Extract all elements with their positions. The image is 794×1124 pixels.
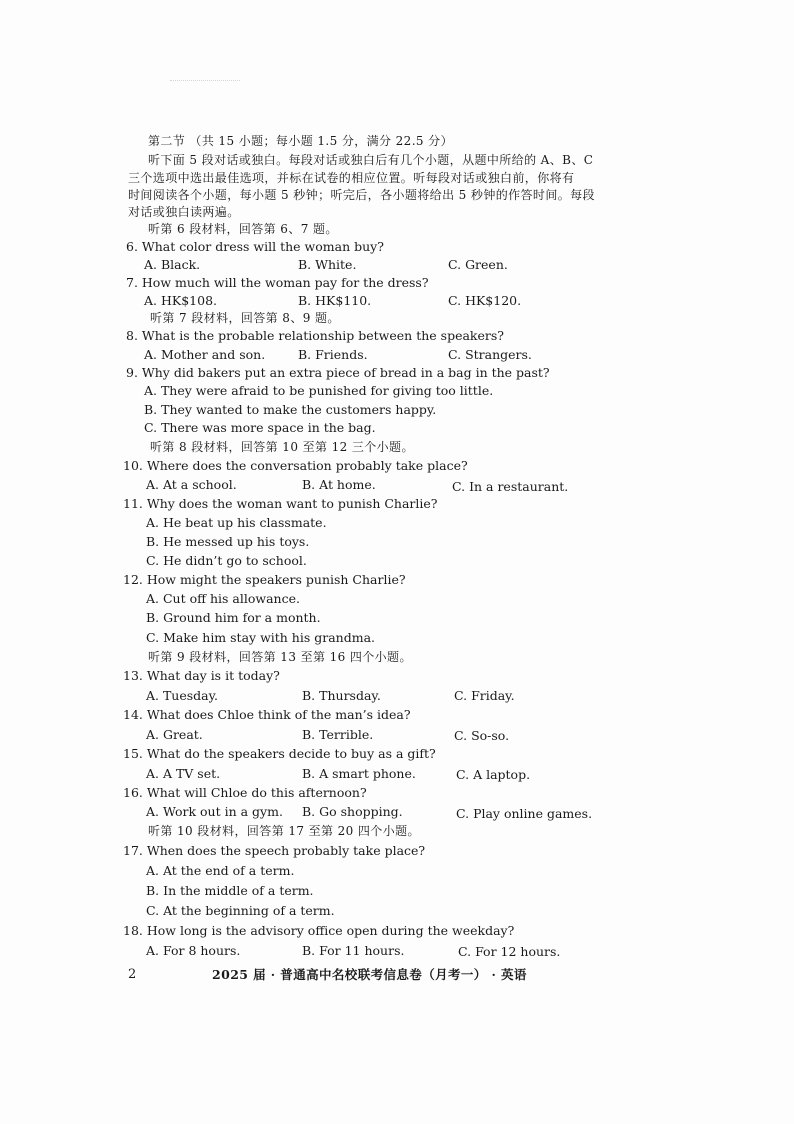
question-12-option-c: C. Make him stay with his grandma.	[146, 630, 376, 645]
question-15-option-b: B. A smart phone.	[302, 766, 416, 781]
question-6-stem: 6. What color dress will the woman buy?	[126, 239, 384, 254]
instruction-line-2: 三个选项中选出最佳选项，并标在试卷的相应位置。听每段对话或独白前，你将有	[128, 171, 575, 185]
question-7-option-c: C. HK$120.	[448, 293, 522, 308]
question-6-option-a: A. Black.	[144, 257, 201, 272]
instruction-line-4: 对话或独白读两遍。	[128, 205, 240, 219]
question-17-option-b: B. In the middle of a term.	[146, 883, 314, 898]
question-7-option-b: B. HK$110.	[298, 293, 372, 308]
question-12-option-b: B. Ground him for a month.	[146, 610, 321, 625]
question-16-stem: 16. What will Chloe do this afternoon?	[123, 785, 367, 800]
section-title: 第二节 （共 15 小题；每小题 1.5 分，满分 22.5 分）	[148, 134, 453, 148]
question-10-option-b: B. At home.	[302, 477, 376, 492]
question-8-option-c: C. Strangers.	[448, 347, 532, 362]
question-12-option-a: A. Cut off his allowance.	[146, 591, 300, 606]
question-9-option-b: B. They wanted to make the customers happy.	[144, 402, 437, 417]
instruction-line-1: 听下面 5 段对话或独白。每段对话或独白后有几个小题，从题中所给的 A、B、C	[148, 153, 594, 167]
question-15-option-c: C. A laptop.	[456, 767, 531, 782]
question-11-option-b: B. He messed up his toys.	[146, 534, 310, 549]
question-18-option-c: C. For 12 hours.	[458, 944, 561, 959]
question-16-option-c: C. Play online games.	[456, 806, 593, 821]
footer-title: 2025 届 · 普通高中名校联考信息卷（月考一） · 英语	[212, 967, 527, 982]
question-13-stem: 13. What day is it today?	[123, 668, 280, 683]
question-14-option-b: B. Terrible.	[302, 727, 374, 742]
question-6-option-c: C. Green.	[448, 257, 508, 272]
question-14-stem: 14. What does Chloe think of the man’s idea?	[123, 707, 411, 722]
question-8-option-b: B. Friends.	[298, 347, 368, 362]
material-6: 听第 6 段材料，回答第 6、7 题。	[148, 222, 338, 236]
question-14-option-a: A. Great.	[146, 727, 203, 742]
question-15-stem: 15. What do the speakers decide to buy as a gift?	[123, 746, 436, 761]
question-7-option-a: A. HK$108.	[144, 293, 217, 308]
question-16-option-b: B. Go shopping.	[302, 804, 403, 819]
question-15-option-a: A. A TV set.	[146, 766, 221, 781]
question-17-stem: 17. When does the speech probably take place?	[123, 843, 426, 858]
question-10-option-a: A. At a school.	[146, 477, 237, 492]
question-9-option-c: C. There was more space in the bag.	[144, 420, 376, 435]
question-9-option-a: A. They were afraid to be punished for giving too little.	[144, 383, 494, 398]
question-11-stem: 11. Why does the woman want to punish Charlie?	[123, 496, 438, 511]
question-11-option-a: A. He beat up his classmate.	[146, 515, 327, 530]
question-18-option-a: A. For 8 hours.	[146, 943, 241, 958]
question-18-option-b: B. For 11 hours.	[302, 943, 405, 958]
question-17-option-a: A. At the end of a term.	[146, 863, 295, 878]
question-13-option-b: B. Thursday.	[302, 688, 381, 703]
question-14-option-c: C. So-so.	[454, 728, 510, 743]
question-6-option-b: B. White.	[298, 257, 357, 272]
material-8: 听第 8 段材料，回答第 10 至第 12 三个小题。	[150, 440, 414, 454]
question-17-option-c: C. At the beginning of a term.	[146, 903, 335, 918]
question-7-stem: 7. How much will the woman pay for the dress?	[126, 275, 429, 290]
material-7: 听第 7 段材料，回答第 8、9 题。	[150, 311, 340, 325]
question-13-option-c: C. Friday.	[454, 688, 515, 703]
question-8-stem: 8. What is the probable relationship between the speakers?	[126, 328, 504, 343]
question-13-option-a: A. Tuesday.	[146, 688, 219, 703]
question-12-stem: 12. How might the speakers punish Charlie?	[123, 572, 406, 587]
question-9-stem: 9. Why did bakers put an extra piece of bread in a bag in the past?	[126, 365, 550, 380]
question-16-option-a: A. Work out in a gym.	[146, 804, 283, 819]
page-number: 2	[128, 967, 137, 982]
material-10: 听第 10 段材料，回答第 17 至第 20 四个小题。	[148, 824, 420, 838]
material-9: 听第 9 段材料，回答第 13 至第 16 四个小题。	[148, 650, 412, 664]
header-mark	[170, 80, 240, 87]
question-8-option-a: A. Mother and son.	[144, 347, 266, 362]
question-10-option-c: C. In a restaurant.	[452, 479, 569, 494]
question-11-option-c: C. He didn’t go to school.	[146, 553, 307, 568]
question-10-stem: 10. Where does the conversation probably take place?	[123, 458, 468, 473]
instruction-line-3: 时间阅读各个小题，每小题 5 秒钟；听完后，各小题将给出 5 秒钟的作答时间。每段	[128, 188, 595, 202]
question-18-stem: 18. How long is the advisory office open during the weekday?	[123, 923, 515, 938]
